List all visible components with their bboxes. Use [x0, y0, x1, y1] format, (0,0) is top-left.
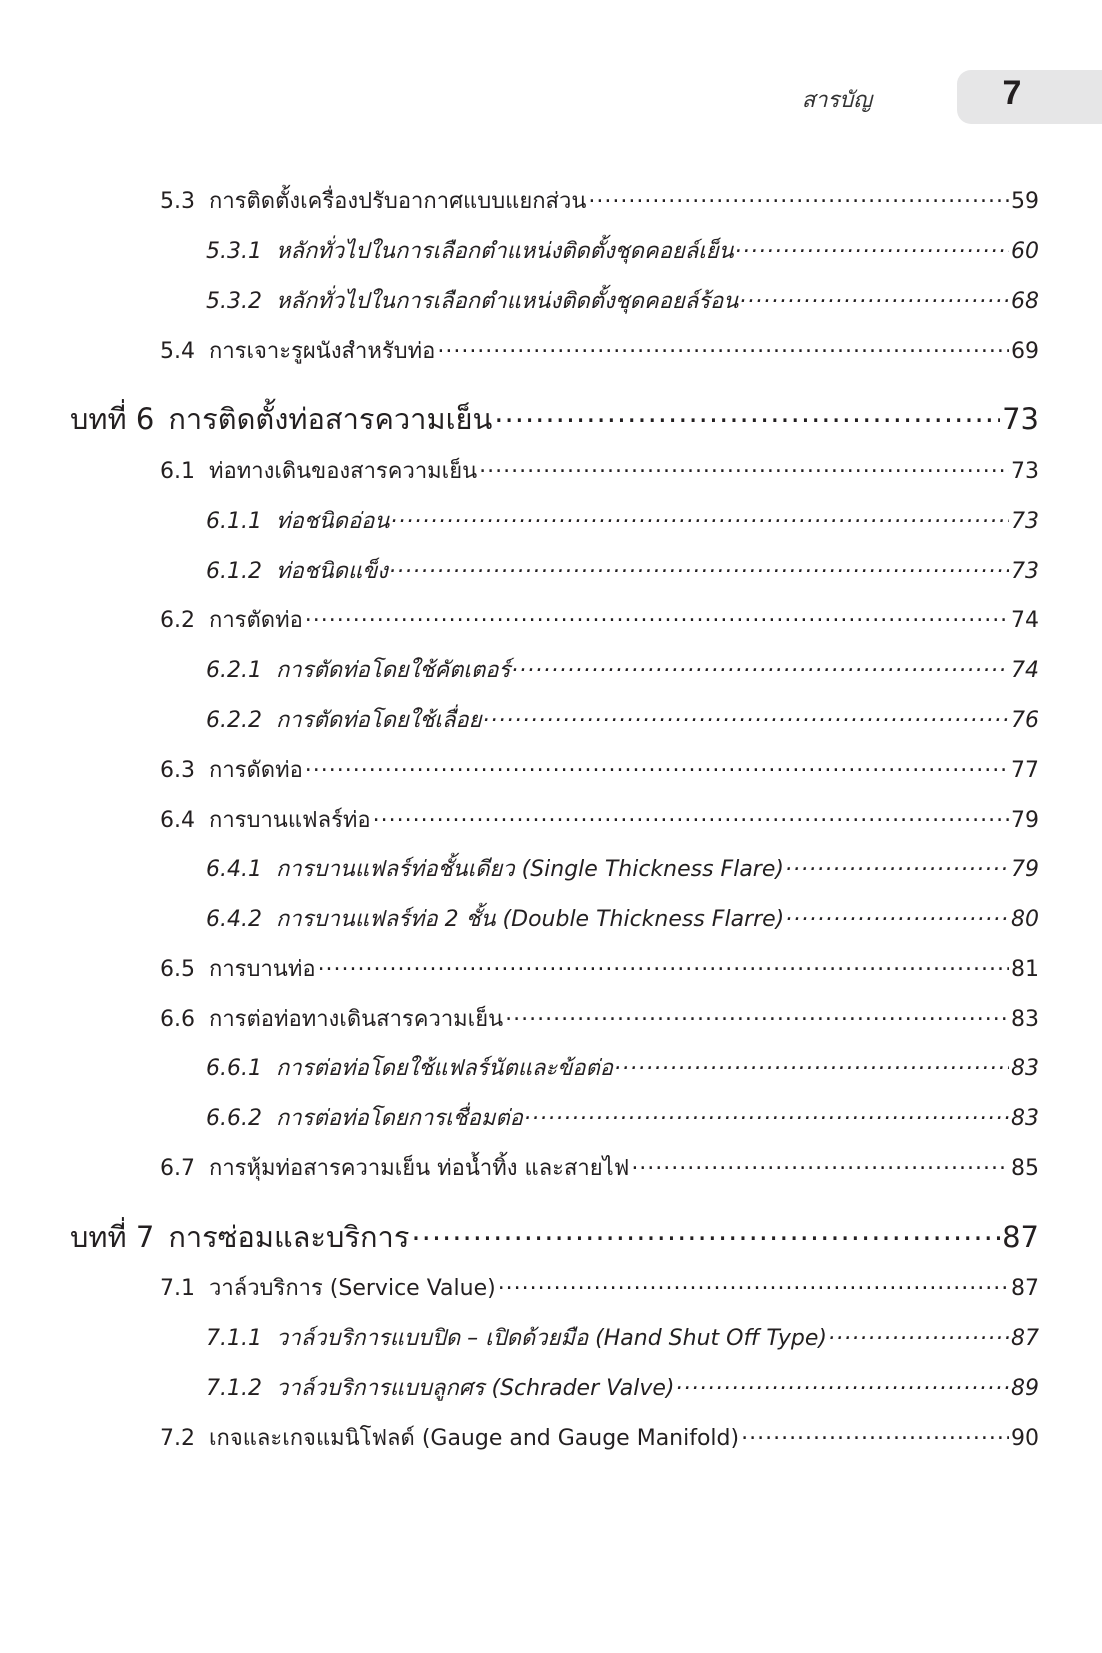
page-number-tab [957, 70, 1102, 124]
toc-chapter-entry[interactable] [70, 396, 1039, 442]
dot-leader [512, 655, 1009, 677]
entry-title: การต่อท่อทางเดินสารความเย็น [209, 1007, 504, 1032]
entry-page: 80 [1011, 907, 1039, 932]
entry-number: 6.2.1 [206, 658, 262, 683]
dot-leader [786, 904, 1009, 926]
entry-number: 6.4.1 [206, 857, 262, 882]
entry-page: 74 [1011, 608, 1039, 633]
toc-entry[interactable] [206, 1370, 1039, 1405]
entry-number: 6.6.1 [206, 1056, 262, 1081]
entry-page: 79 [1011, 808, 1039, 833]
toc-entry[interactable] [206, 283, 1039, 318]
entry-title: การตัดท่อ [209, 608, 303, 633]
dot-leader [505, 1004, 1009, 1026]
section-label: สารบัญ [801, 88, 872, 113]
entry-title: การบานท่อ [209, 957, 316, 982]
entry-title: การเจาะรูผนังสำหรับท่อ [209, 339, 436, 364]
toc-entry[interactable] [206, 553, 1039, 588]
entry-title: การตัดท่อโดยใช้คัตเตอร์ [275, 658, 511, 683]
entry-number: 6.1 [160, 459, 195, 484]
entry-title: การบานแฟลร์ท่อ 2 ชั้น (Double Thickness Flarre) [275, 907, 785, 932]
entry-page: 73 [1011, 459, 1039, 484]
entry-page: 60 [1011, 239, 1039, 264]
entry-page: 59 [1011, 189, 1039, 214]
entry-number: 6.2 [160, 608, 195, 633]
dot-leader [437, 336, 1009, 358]
entry-number: 7.1 [160, 1276, 195, 1301]
entry-title: การติดตั้งเครื่องปรับอากาศแบบแยกส่วน [209, 189, 587, 214]
toc-entry[interactable] [206, 851, 1039, 886]
entry-title: หลักทั่วไปในการเลือกตำแหน่งติดตั้งชุดคอยล์ร้อน [275, 289, 739, 314]
page-number: 7 [1002, 74, 1022, 112]
chapter-number: บทที่ 7 [70, 1220, 155, 1254]
dot-leader [494, 400, 1000, 429]
dot-leader [740, 286, 1009, 308]
entry-title: การต่อท่อโดยใช้แฟลร์นัตและข้อต่อ [275, 1056, 613, 1081]
entry-number: 6.1.2 [206, 559, 262, 584]
entry-title: การหุ้มท่อสารความเย็น ท่อน้ำทิ้ง และสายไฟ [209, 1156, 630, 1181]
entry-page: 69 [1011, 339, 1039, 364]
dot-leader [390, 556, 1009, 578]
entry-title: เกจและเกจแมนิโฟลด์ (Gauge and Gauge Manifold) [209, 1426, 740, 1451]
dot-leader [391, 506, 1009, 528]
chapter-title: การติดตั้งท่อสารความเย็น [168, 402, 493, 436]
dot-leader [373, 805, 1009, 827]
entry-page: 90 [1011, 1426, 1039, 1451]
entry-page: 77 [1011, 758, 1039, 783]
chapter-page: 87 [1002, 1220, 1039, 1254]
entry-page: 81 [1011, 957, 1039, 982]
dot-leader [479, 456, 1009, 478]
entry-page: 79 [1011, 857, 1039, 882]
dot-leader [736, 236, 1009, 258]
toc-entry[interactable] [160, 951, 1039, 986]
entry-page: 89 [1011, 1376, 1039, 1401]
dot-leader [484, 705, 1009, 727]
entry-title: ท่อชนิดแข็ง [275, 559, 388, 584]
entry-title: การต่อท่อโดยการเชื่อมต่อ [275, 1106, 523, 1131]
entry-page: 85 [1011, 1156, 1039, 1181]
dot-leader [305, 605, 1009, 627]
entry-number: 6.2.2 [206, 708, 262, 733]
entry-number: 6.1.1 [206, 509, 262, 534]
toc-entry[interactable] [160, 1001, 1039, 1036]
dot-leader [829, 1323, 1009, 1345]
entry-page: 76 [1011, 708, 1039, 733]
entry-page: 83 [1011, 1106, 1039, 1131]
entry-page: 87 [1011, 1276, 1039, 1301]
entry-title: การดัดท่อ [209, 758, 303, 783]
entry-page: 87 [1011, 1326, 1039, 1351]
toc-entry[interactable] [160, 183, 1039, 218]
entry-title: หลักทั่วไปในการเลือกตำแหน่งติดตั้งชุดคอยล์เย็น [275, 239, 734, 264]
entry-number: 6.3 [160, 758, 195, 783]
entry-title: วาล์วบริการแบบปิด – เปิดด้วยมือ (Hand Shut Off Type) [275, 1326, 827, 1351]
dot-leader [741, 1423, 1009, 1445]
entry-number: 7.2 [160, 1426, 195, 1451]
toc-entry[interactable] [160, 602, 1039, 637]
dot-leader [677, 1373, 1009, 1395]
entry-title: ท่อทางเดินของสารความเย็น [209, 459, 478, 484]
entry-number: 5.3.1 [206, 239, 262, 264]
entry-title: การบานแฟลร์ท่อ [209, 808, 371, 833]
dot-leader [411, 1218, 1000, 1247]
entry-number: 6.7 [160, 1156, 195, 1181]
entry-number: 6.5 [160, 957, 195, 982]
entry-page: 83 [1011, 1007, 1039, 1032]
entry-title: การบานแฟลร์ท่อชั้นเดียว (Single Thickness Flare) [275, 857, 784, 882]
entry-title: การตัดท่อโดยใช้เลื่อย [275, 708, 482, 733]
entry-number: 6.6.2 [206, 1106, 262, 1131]
dot-leader [305, 755, 1009, 777]
entry-number: 6.4 [160, 808, 195, 833]
toc-chapter-entry[interactable] [70, 1214, 1039, 1260]
toc-entry[interactable] [160, 752, 1039, 787]
entry-number: 6.4.2 [206, 907, 262, 932]
entry-title: วาล์วบริการแบบลูกศร (Schrader Valve) [275, 1376, 675, 1401]
entry-page: 73 [1011, 509, 1039, 534]
toc-entry[interactable] [206, 503, 1039, 538]
entry-number: 6.6 [160, 1007, 195, 1032]
dot-leader [631, 1153, 1009, 1175]
entry-title: วาล์วบริการ (Service Value) [209, 1276, 496, 1301]
entry-page: 74 [1011, 658, 1039, 683]
chapter-page: 73 [1002, 402, 1039, 436]
entry-number: 5.3 [160, 189, 195, 214]
toc-entry[interactable] [206, 1320, 1039, 1355]
entry-page: 73 [1011, 559, 1039, 584]
dot-leader [318, 954, 1009, 976]
dot-leader [615, 1053, 1009, 1075]
entry-number: 5.3.2 [206, 289, 262, 314]
chapter-title: การซ่อมและบริการ [168, 1220, 410, 1254]
toc-entry[interactable] [206, 702, 1039, 737]
entry-title: ท่อชนิดอ่อน [275, 509, 390, 534]
entry-number: 5.4 [160, 339, 195, 364]
toc-entry[interactable] [160, 1150, 1039, 1185]
toc-entry[interactable] [206, 652, 1039, 687]
toc-entry[interactable] [206, 233, 1039, 268]
dot-leader [588, 186, 1009, 208]
toc-entry[interactable] [206, 901, 1039, 936]
toc-entry[interactable] [160, 802, 1039, 837]
toc-entry[interactable] [160, 1270, 1039, 1305]
entry-page: 68 [1011, 289, 1039, 314]
entry-number: 7.1.1 [206, 1326, 262, 1351]
dot-leader [498, 1273, 1009, 1295]
toc-entry[interactable] [206, 1050, 1039, 1085]
toc-entry[interactable] [160, 453, 1039, 488]
entry-page: 83 [1011, 1056, 1039, 1081]
toc-entry[interactable] [206, 1100, 1039, 1135]
dot-leader [525, 1103, 1009, 1125]
toc-entry[interactable] [160, 333, 1039, 368]
toc-entry[interactable] [160, 1420, 1039, 1455]
entry-number: 7.1.2 [206, 1376, 262, 1401]
dot-leader [786, 854, 1009, 876]
chapter-number: บทที่ 6 [70, 402, 155, 436]
